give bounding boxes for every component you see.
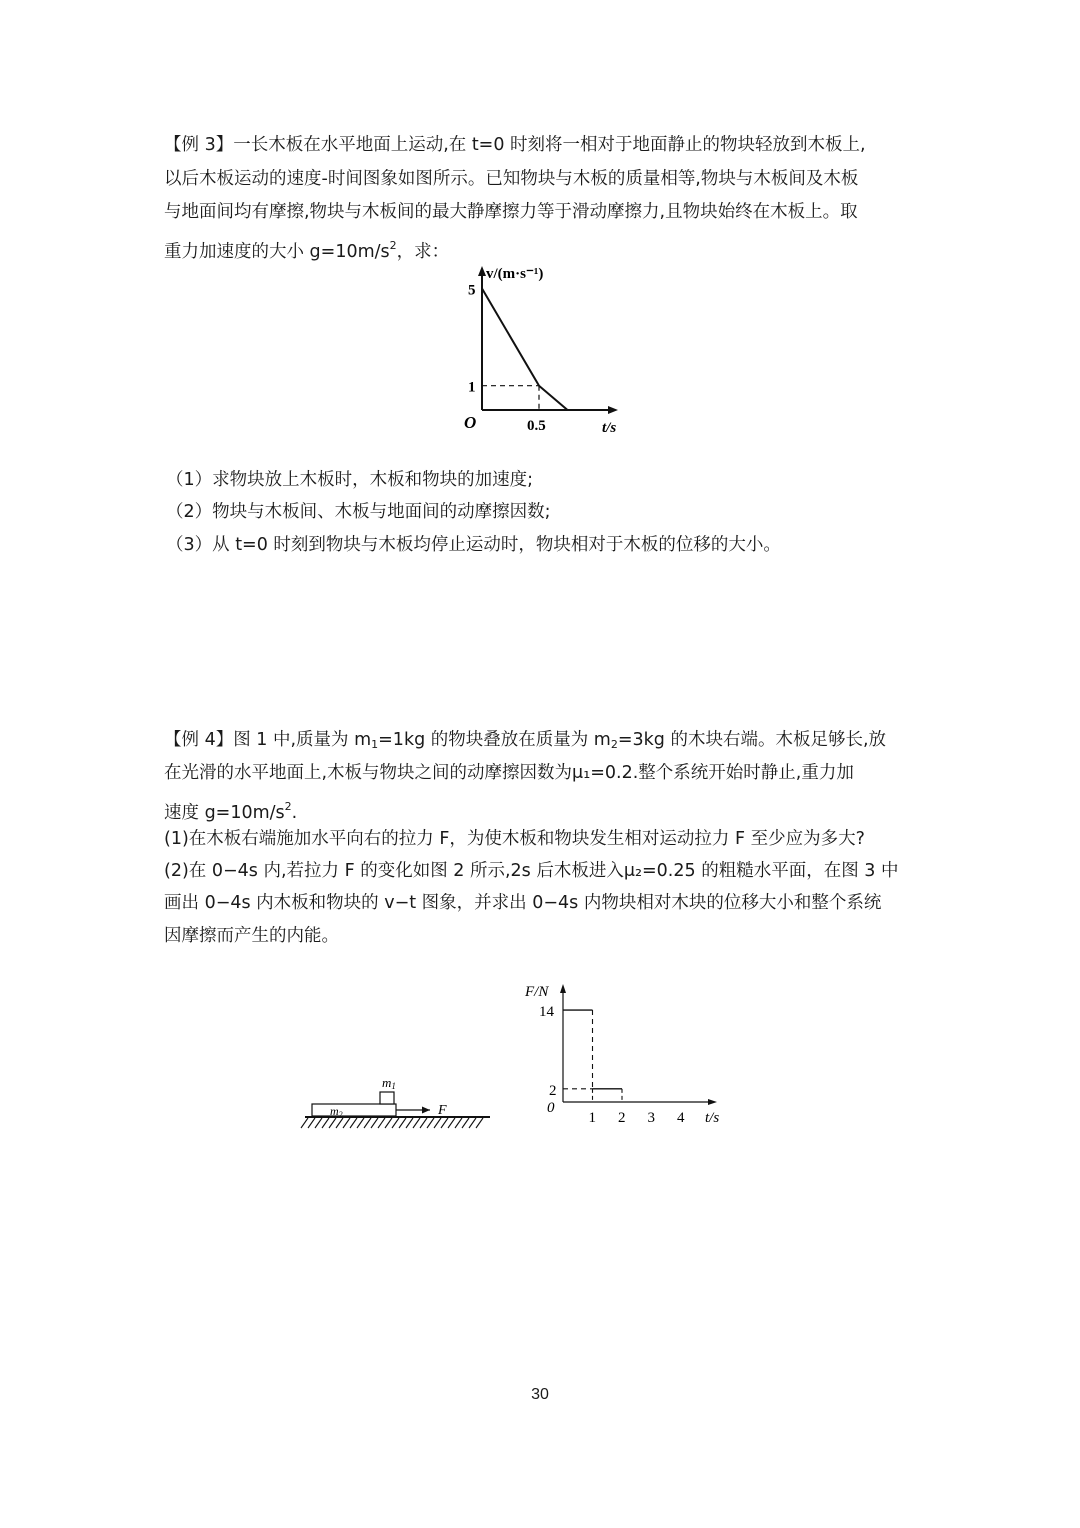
ground-hatch bbox=[301, 1118, 483, 1128]
line4-prefix: 重力加速度的大小 g=10m/s bbox=[164, 242, 390, 262]
hatch-mark bbox=[329, 1118, 336, 1128]
line4-suffix: ，求： bbox=[396, 242, 450, 262]
hatch-mark bbox=[315, 1118, 322, 1128]
example4-line-1 bbox=[164, 725, 886, 760]
hatch-mark bbox=[322, 1118, 329, 1128]
y-axis-label: v/(m·s⁻¹) bbox=[486, 266, 544, 282]
ft-chart bbox=[515, 978, 735, 1128]
ex4-l3-sup: 2 bbox=[284, 800, 292, 813]
m1-label: m1 bbox=[382, 1075, 396, 1091]
x-axis-label: t/s bbox=[705, 1110, 720, 1126]
ex4-l1-a: 【例 4】图 1 中,质量为 m bbox=[164, 730, 372, 750]
hatch-mark bbox=[343, 1118, 350, 1128]
hatch-mark bbox=[357, 1118, 364, 1128]
ex4-l1-s2: 2 bbox=[610, 738, 618, 751]
example3-line-4 bbox=[164, 230, 449, 268]
hatch-mark bbox=[399, 1118, 406, 1128]
example4-line-6: 画出 0−4s 内木板和物块的 v−t 图象，并求出 0−4s 内物块相对木块的位移大小和整个系统 bbox=[164, 893, 882, 913]
ex4-l3-b: . bbox=[291, 803, 298, 823]
example4-line-2: 在光滑的水平地面上,木板与物块之间的动摩擦因数为μ₁=0.2.整个系统开始时静止,重力加 bbox=[164, 763, 854, 783]
page-number: 30 bbox=[531, 1386, 549, 1403]
x-axis-label: t/s bbox=[602, 420, 617, 436]
question-3: （3）从 t=0 时刻到物块与木板均停止运动时，物块相对于木板的位移的大小。 bbox=[166, 535, 781, 555]
example3-line-3: 与地面间均有摩擦,物块与木板间的最大静摩擦力等于滑动摩擦力,且物块始终在木板上。取 bbox=[164, 202, 858, 222]
question-2: （2）物块与木板间、木板与地面间的动摩擦因数; bbox=[166, 502, 551, 522]
figure1-blocks bbox=[300, 1070, 500, 1140]
hatch-mark bbox=[308, 1118, 315, 1128]
x-tick-label: 3 bbox=[647, 1110, 655, 1126]
x-tick-label: 0.5 bbox=[527, 418, 546, 434]
velocity-line bbox=[482, 289, 568, 411]
hatch-mark bbox=[385, 1118, 392, 1128]
hatch-mark bbox=[378, 1118, 385, 1128]
x-tick-label: 2 bbox=[618, 1110, 626, 1126]
hatch-mark bbox=[371, 1118, 378, 1128]
ex4-l1-c: =3kg 的木块右端。木板足够长,放 bbox=[617, 730, 887, 750]
hatch-mark bbox=[301, 1118, 308, 1128]
ex4-l1-s1: 1 bbox=[371, 738, 379, 751]
y-tick-label: 14 bbox=[539, 1004, 554, 1021]
hatch-mark bbox=[406, 1118, 413, 1128]
x-axis-arrow bbox=[608, 406, 618, 414]
hatch-mark bbox=[462, 1118, 469, 1128]
example3-line-2: 以后木板运动的速度-时间图象如图所示。已知物块与木板的质量相等,物块与木板间及木板 bbox=[164, 169, 859, 189]
y-tick-label: 2 bbox=[549, 1082, 557, 1099]
force-arrow-head bbox=[422, 1107, 430, 1114]
hatch-mark bbox=[434, 1118, 441, 1128]
hatch-mark bbox=[441, 1118, 448, 1128]
hatch-mark bbox=[336, 1118, 343, 1128]
y-tick-label: 5 bbox=[468, 282, 476, 299]
m1-block bbox=[380, 1092, 394, 1104]
example4-line-7: 因摩擦而产生的内能。 bbox=[164, 926, 339, 946]
example4-line-5: (2)在 0−4s 内,若拉力 F 的变化如图 2 所示,2s 后木板进入μ₂=0.25 的粗糙水平面，在图 3 中 bbox=[164, 861, 899, 881]
line4-sup: 2 bbox=[389, 239, 397, 252]
y-tick-label: 1 bbox=[468, 379, 476, 396]
x-tick-label: 1 bbox=[588, 1110, 596, 1126]
example3-line-1: 【例 3】一长木板在水平地面上运动,在 t=0 时刻将一相对于地面静止的物块轻放到木板上, bbox=[164, 135, 866, 155]
force-label: F bbox=[438, 1103, 447, 1118]
x-tick-label: 4 bbox=[677, 1110, 685, 1126]
vt-chart bbox=[440, 262, 640, 437]
origin-label: 0 bbox=[547, 1100, 555, 1116]
origin-label: O bbox=[464, 413, 477, 432]
y-axis-arrow bbox=[478, 266, 486, 276]
ex4-l3-a: 速度 g=10m/s bbox=[164, 803, 285, 823]
hatch-mark bbox=[413, 1118, 420, 1128]
m2-label: m2 bbox=[330, 1104, 343, 1119]
example4-line-4: (1)在木板右端施加水平向右的拉力 F，为使木板和物块发生相对运动拉力 F 至少应为多大? bbox=[164, 829, 865, 849]
hatch-mark bbox=[469, 1118, 476, 1128]
hatch-mark bbox=[350, 1118, 357, 1128]
hatch-mark bbox=[364, 1118, 371, 1128]
x-axis-arrow bbox=[708, 1099, 717, 1105]
y-axis-label: F/N bbox=[525, 984, 549, 1000]
hatch-mark bbox=[392, 1118, 399, 1128]
hatch-mark bbox=[476, 1118, 483, 1128]
hatch-mark bbox=[448, 1118, 455, 1128]
m2-board bbox=[312, 1104, 396, 1116]
ex4-l1-b: =1kg 的物块叠放在质量为 m bbox=[378, 730, 611, 750]
hatch-mark bbox=[455, 1118, 462, 1128]
hatch-mark bbox=[427, 1118, 434, 1128]
hatch-mark bbox=[420, 1118, 427, 1128]
y-axis-arrow bbox=[560, 984, 566, 993]
question-1: （1）求物块放上木板时，木板和物块的加速度; bbox=[166, 470, 534, 490]
